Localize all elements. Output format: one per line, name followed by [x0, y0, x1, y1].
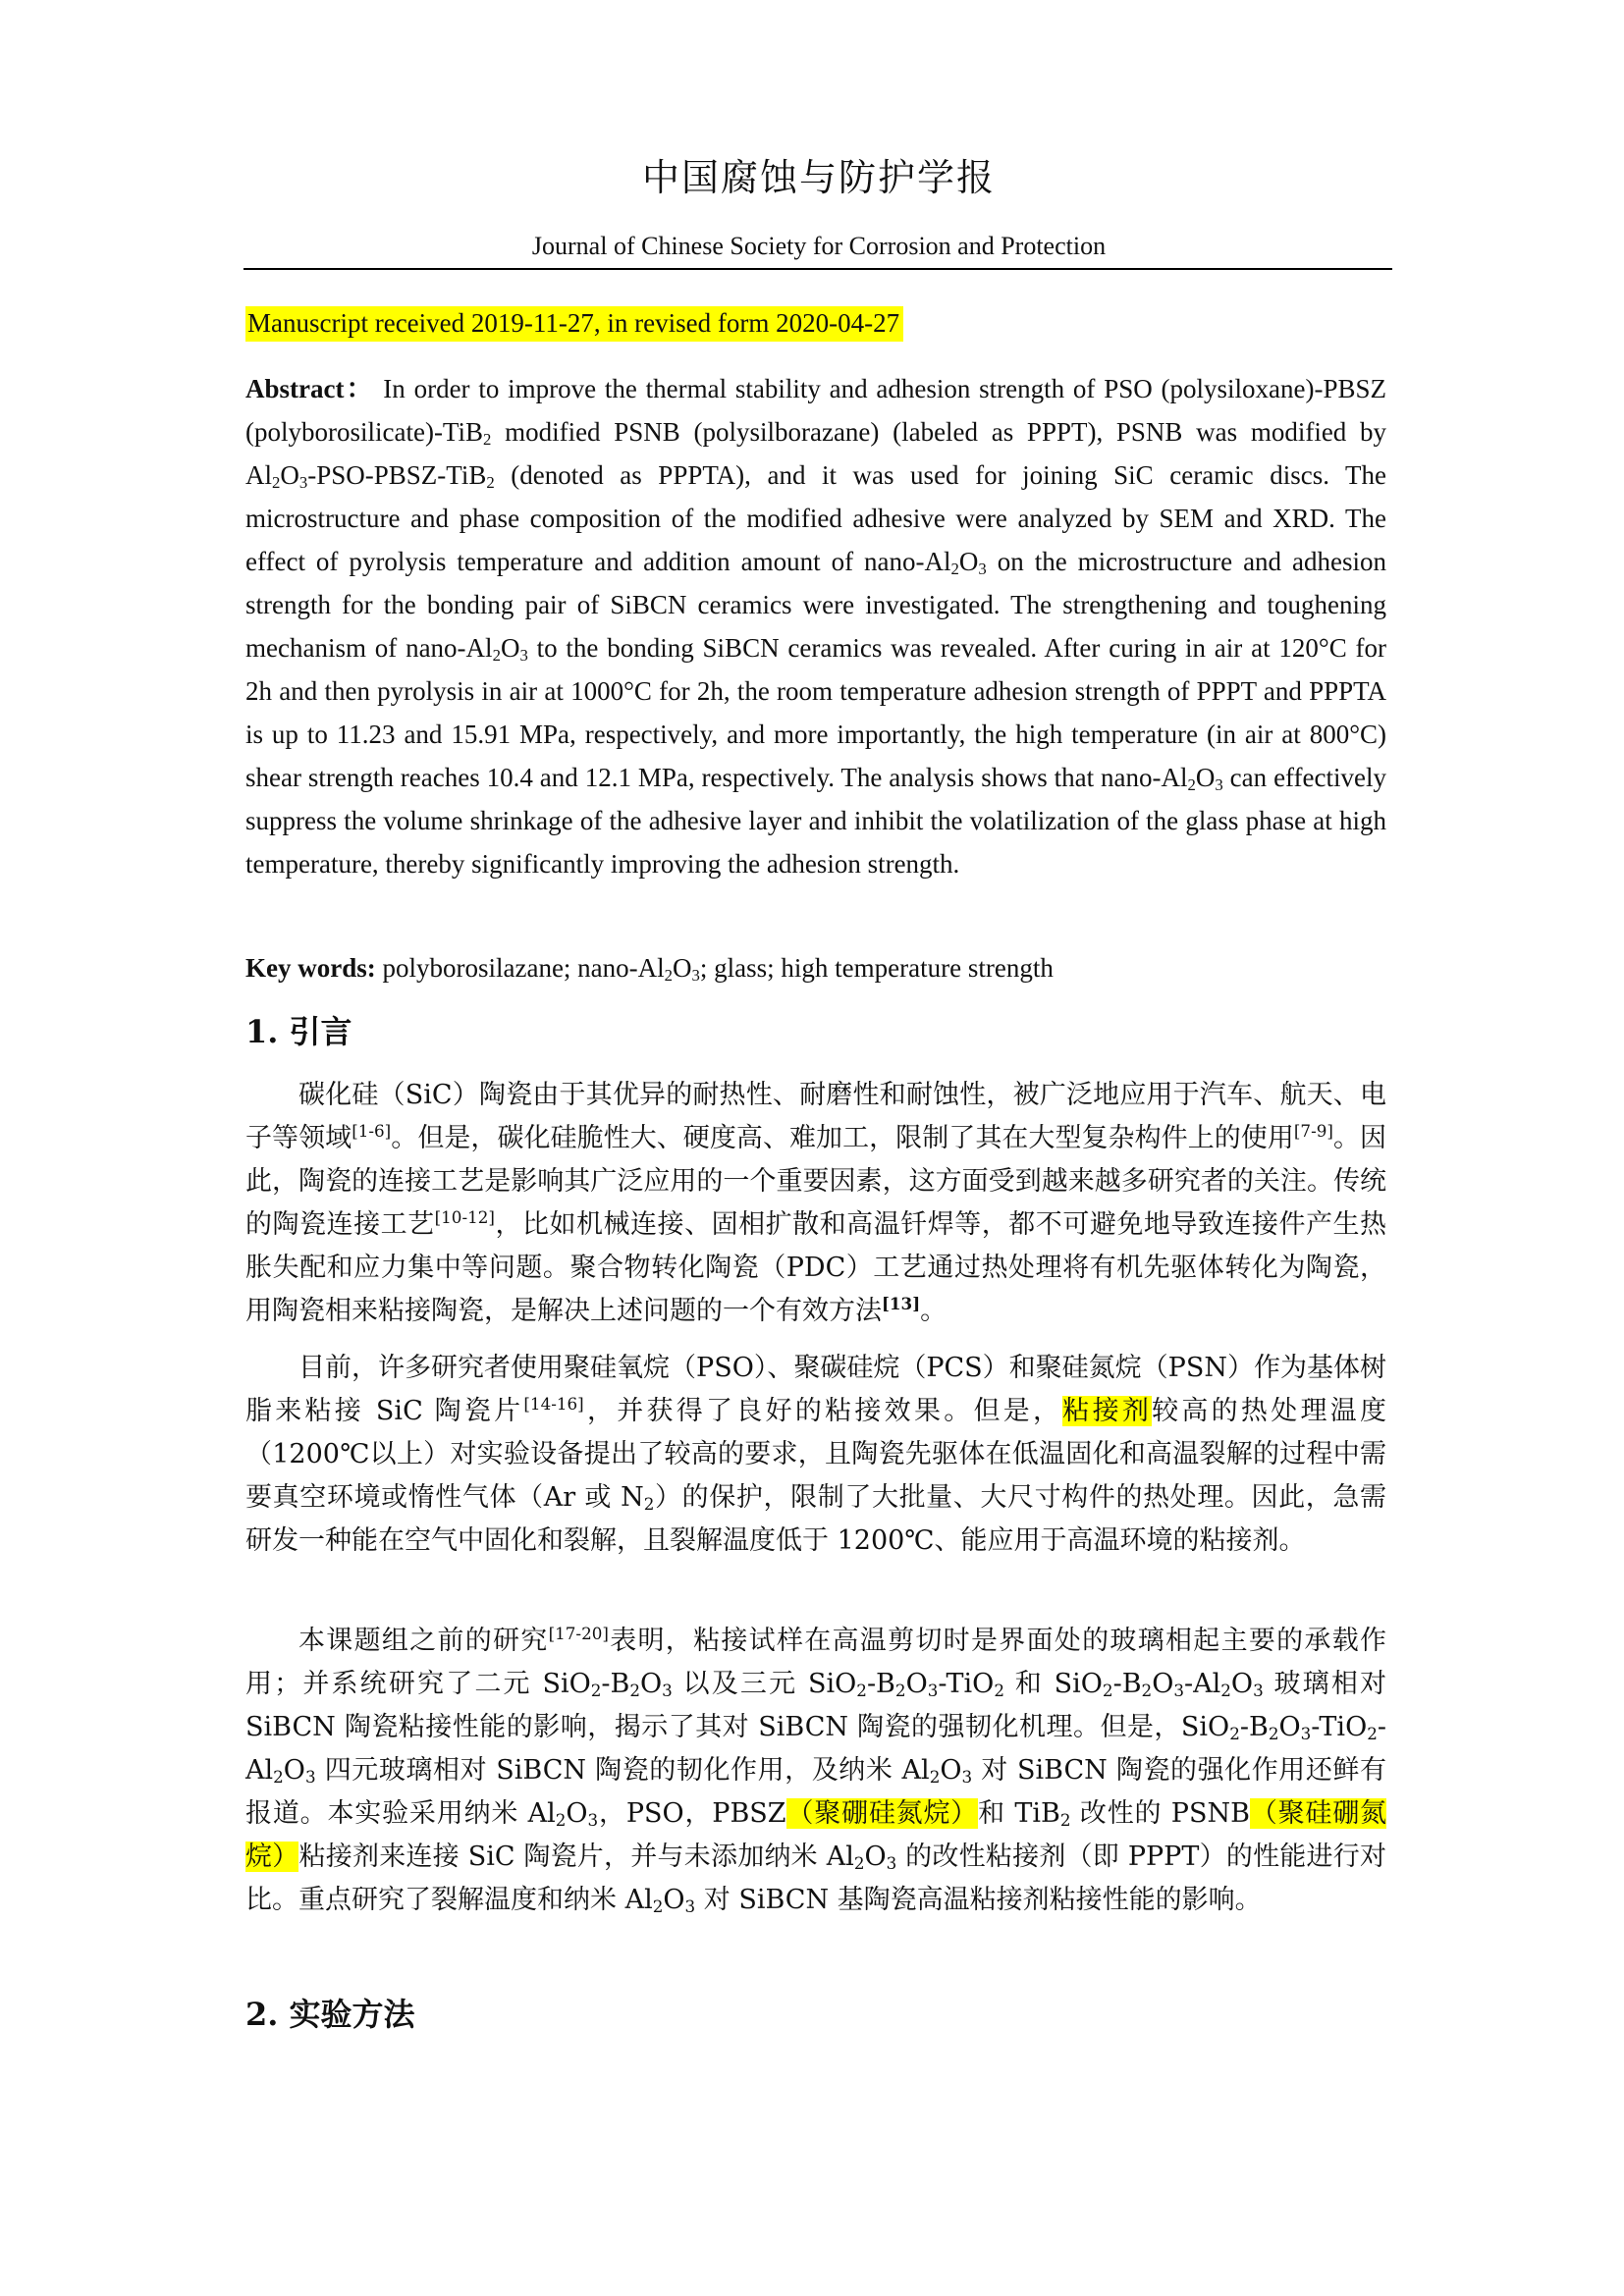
- paragraph-text: 以及三元 SiO: [672, 1669, 857, 1699]
- header-rule: [244, 268, 1392, 270]
- subscript: 3: [662, 1681, 673, 1701]
- paragraph-text: -B: [1239, 1712, 1269, 1742]
- citation: [17-20]: [548, 1623, 609, 1643]
- paragraph-text: -B: [601, 1669, 630, 1699]
- subscript: 2: [994, 1681, 1004, 1701]
- keywords-text: polyborosilazane; nano-Al: [375, 953, 665, 983]
- subscript: 2: [1367, 1724, 1378, 1744]
- abstract-text: to the bonding SiBCN ceramics was revealed. After curing in air at 120°C for 2h and then pyrolysis in air at 1000°C for 2h, the room temperature adhesion strength of PPPT and PPPTA is up to 11.23 and 15.91 MPa, respectively, and more importantly, the high temperature (in air at 800°C) shear strength reaches 10.4 and 12.1 MPa, respectively. The analysis shows that nano-Al: [245, 633, 1386, 792]
- paragraph-text: -B: [1112, 1669, 1142, 1699]
- abstract-text: (denoted as PPPTA), and it was used for joining SiC ceramic discs. The microstructure and phase composition of the modified adhesive were analyzed by SEM and XRD. The effect of pyrolysis temperature and addition amount of nano-Al: [245, 460, 1386, 576]
- paragraph-text: 。: [920, 1296, 947, 1326]
- journal-title-chinese: 中国腐蚀与防护学报: [641, 156, 996, 199]
- paragraph-text: ）的保护，限制了大批量、大尺寸构件的热处理。因此，急需研发一种能在空气中固化和裂解，且裂解温度低于 1200℃、能应用于高温环境的粘接剂。: [245, 1482, 1386, 1556]
- subscript: 3: [927, 1681, 939, 1701]
- paragraph-text: -Al: [1184, 1669, 1221, 1699]
- citation: [7-9]: [1293, 1120, 1333, 1141]
- paragraph-text: 对 SiBCN 基陶瓷高温粘接剂粘接性能的影响。: [695, 1885, 1262, 1915]
- intro-paragraph-2: [245, 1347, 1386, 1563]
- paragraph-text: 目前，许多研究者使用聚硅氧烷（PSO）、聚碳硅烷（PCS）和聚硅氮烷（PSN）作为基体树脂来粘接 SiC 陶瓷片: [245, 1353, 1386, 1426]
- subscript: 2: [590, 1681, 602, 1701]
- paragraph-text: 和 SiO: [1003, 1669, 1103, 1699]
- abstract-text: -PSO-PBSZ-TiB: [307, 460, 487, 490]
- paragraph-text: 和 TiB: [978, 1798, 1060, 1829]
- subscript: 2: [1220, 1681, 1231, 1701]
- subscript: 2: [1059, 1810, 1071, 1831]
- subscript: 3: [304, 1767, 316, 1788]
- paragraph-text: 表明，粘接试样在高温剪切时是界面处的玻璃相起主要的承载作用；并系统研究了二元 SiO: [245, 1626, 1387, 1699]
- abstract-text: O: [280, 460, 299, 490]
- keywords-text: O: [673, 953, 692, 983]
- journal-title-english: Journal of Chinese Society for Corrosion and Protection: [531, 232, 1107, 260]
- paragraph-text: 本课题组之前的研究: [298, 1626, 549, 1656]
- subscript: 2: [492, 646, 501, 666]
- subscript: 2: [629, 1681, 641, 1701]
- subscript: 2: [272, 473, 281, 493]
- paragraph-text: O: [1152, 1669, 1174, 1699]
- paragraph-text: ，比如机械连接、固相扩散和高温钎焊等，都不可避免地导致连接件产生热胀失配和应力集中等问题。聚合物转化陶瓷（PDC）工艺通过热处理将有机先驱体转化为陶瓷，用陶瓷相来粘接陶瓷，是解决上述问题的一个有效方法: [245, 1209, 1387, 1326]
- paragraph-text: O: [663, 1885, 685, 1915]
- subscript: 2: [486, 473, 495, 493]
- paragraph-text: -TiO: [1311, 1712, 1368, 1742]
- section-heading-methods: 2. 实验方法: [245, 1996, 415, 2033]
- abstract-text: O: [1195, 763, 1216, 792]
- abstract-text: O: [500, 633, 520, 663]
- subscript: 2: [894, 1681, 906, 1701]
- subscript: 2: [856, 1681, 867, 1701]
- abstract: [245, 367, 1386, 885]
- subscript: 3: [1253, 1681, 1264, 1701]
- paragraph-text: ，并获得了良好的粘接效果。但是，: [583, 1396, 1063, 1426]
- paragraph-text: 碳化硅（SiC）陶瓷由于其优异的耐热性、耐磨性和耐蚀性，被广泛地应用于汽车、航天、电子等领域: [245, 1080, 1386, 1153]
- subscript: 3: [886, 1853, 897, 1874]
- paragraph-text: -Al: [245, 1712, 1386, 1786]
- subscript: 2: [664, 966, 674, 986]
- subscript: 3: [587, 1810, 599, 1831]
- subscript: 3: [978, 560, 987, 579]
- highlighted-term: 粘接剂: [1062, 1396, 1153, 1426]
- subscript: 2: [853, 1853, 865, 1874]
- subscript: 3: [1215, 775, 1223, 795]
- subscript: 2: [1268, 1724, 1279, 1744]
- paragraph-text: O: [864, 1842, 887, 1872]
- paragraph-text: O: [566, 1798, 588, 1829]
- subscript: 2: [652, 1896, 664, 1917]
- subscript: 2: [950, 560, 959, 579]
- subscript: 2: [929, 1767, 941, 1788]
- paragraph-text: O: [905, 1669, 928, 1699]
- keywords-label: Key words:: [245, 953, 376, 983]
- abstract-text: In order to improve the thermal stability and adhesion strength of PSO (polysiloxane)-PBSZ (polyborosilicate)-TiB: [245, 374, 1386, 447]
- paragraph-text: 。但是，碳化硅脆性大、硬度高、难加工，限制了其在大型复杂构件上的使用: [391, 1123, 1294, 1153]
- citation: [1-6]: [352, 1120, 392, 1141]
- paragraph-text: 较高的热处理温度（1200℃以上）对实验设备提出了较高的要求，且陶瓷先驱体在低温固化和高温裂解的过程中需要真空环境或惰性气体（Ar 或 N: [245, 1396, 1386, 1513]
- paragraph-text: 玻璃相对 SiBCN 陶瓷粘接性能的影响，揭示了其对 SiBCN 陶瓷的强韧化机理。但是，SiO: [245, 1669, 1386, 1742]
- subscript: 2: [555, 1810, 567, 1831]
- received-date-note: Manuscript received 2019-11-27, in revised form 2020-04-27: [245, 306, 903, 342]
- paragraph-text: O: [1230, 1669, 1254, 1699]
- subscript: 3: [298, 473, 308, 493]
- abstract-text: modified PSNB (polysilborazane) (labeled as PPPT), PSNB was modified by Al: [245, 417, 1386, 490]
- intro-paragraph-3: [245, 1620, 1386, 1922]
- subscript: 2: [1102, 1681, 1113, 1701]
- highlighted-term: （聚硅硼氮烷）: [245, 1798, 1387, 1872]
- subscript: 2: [273, 1767, 284, 1788]
- subscript: 3: [684, 1896, 696, 1917]
- paragraph-text: 改性的 PSNB: [1070, 1798, 1250, 1829]
- paragraph-text: 四元玻璃相对 SiBCN 陶瓷的韧化作用，及纳米 Al: [315, 1755, 930, 1786]
- abstract-text: O: [958, 547, 979, 576]
- subscript: 2: [1187, 775, 1196, 795]
- subscript: 3: [1173, 1681, 1184, 1701]
- paragraph-text: 粘接剂来连接 SiC 陶瓷片，并与未添加纳米 Al: [298, 1842, 854, 1872]
- abstract-text: can effectively suppress the volume shrinkage of the adhesive layer and inhibit the volatilization of the glass phase at high temperature, thereby significantly improving the adhesion strength.: [245, 763, 1387, 879]
- subscript: 2: [643, 1494, 655, 1515]
- subscript: 3: [961, 1767, 973, 1788]
- subscript: 3: [1300, 1724, 1312, 1744]
- abstract-text: on the microstructure and adhesion strength for the bonding pair of SiBCN ceramics were investigated. The strengthening and toughening mechanism of nano-Al: [245, 547, 1386, 663]
- intro-paragraph-1: [245, 1074, 1386, 1333]
- paragraph-text: O: [640, 1669, 663, 1699]
- abstract-label: Abstract：: [245, 374, 375, 403]
- subscript: 3: [519, 646, 528, 666]
- paragraph-text: ，PSO，PBSZ: [598, 1798, 786, 1829]
- paragraph-text: -B: [866, 1669, 895, 1699]
- paragraph-text: O: [940, 1755, 962, 1786]
- highlighted-term: （聚硼硅氮烷）: [785, 1798, 979, 1829]
- paragraph-text: -TiO: [938, 1669, 995, 1699]
- paragraph-text: O: [1278, 1712, 1301, 1742]
- section-heading-introduction: 1. 引言: [245, 1013, 352, 1050]
- paragraph-text: O: [283, 1755, 305, 1786]
- citation: [13]: [882, 1293, 921, 1313]
- subscript: 2: [483, 430, 492, 450]
- citation: [14-16]: [523, 1393, 584, 1414]
- keywords: [245, 946, 1386, 989]
- paragraph-text: 。因此，陶瓷的连接工艺是影响其广泛应用的一个重要因素，这方面受到越来越多研究者的关注。传统的陶瓷连接工艺: [245, 1123, 1387, 1240]
- subscript: 2: [1229, 1724, 1240, 1744]
- citation: [10-12]: [434, 1206, 495, 1227]
- subscript: 2: [1141, 1681, 1153, 1701]
- keywords-text: ; glass; high temperature strength: [699, 953, 1054, 983]
- subscript: 3: [691, 966, 700, 986]
- paragraph-text: 的改性粘接剂（即 PPPT）的性能进行对比。重点研究了裂解温度和纳米 Al: [245, 1842, 1387, 1915]
- paragraph-text: 对 SiBCN 陶瓷的强化作用还鲜有报道。本实验采用纳米 Al: [245, 1755, 1386, 1829]
